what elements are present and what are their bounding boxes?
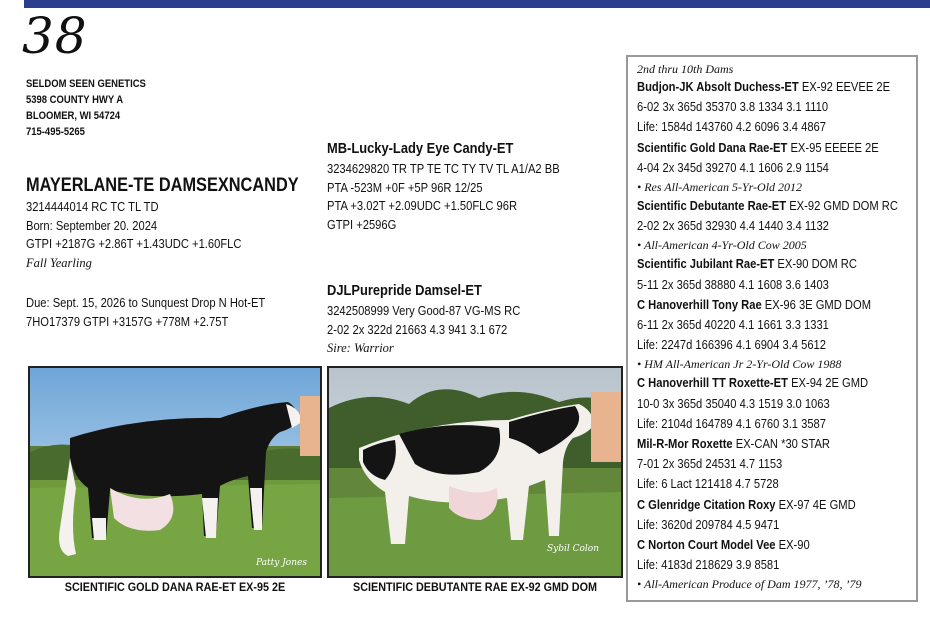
pedigree-dam-classification: EX-CAN *30 STAR [732, 436, 830, 452]
cow-photo-1-image [30, 368, 320, 576]
pedigree-dam-name [637, 196, 898, 216]
pedigree-dam-name [637, 77, 898, 97]
pedigree-record-line: Life: 2104d 164789 4.1 6760 3.1 3587 [637, 415, 826, 431]
photo-1-caption: SCIENTIFIC GOLD DANA RAE-ET EX-95 2E [64, 580, 286, 594]
sire-line: GTPI +2596G [327, 216, 397, 232]
dam-sire-note: Sire: Warrior [327, 341, 394, 355]
consignor-name: SELDOM SEEN GENETICS [26, 78, 146, 90]
pedigree-record-line: Life: 6 Lact 121418 4.7 5728 [637, 476, 779, 492]
top-color-bar [24, 0, 930, 8]
pedigree-dam-name [637, 295, 898, 315]
dam-block [327, 280, 552, 357]
dam-line: 3242508999 Very Good-87 VG-MS RC [327, 303, 521, 318]
pedigree-dam-name [637, 138, 898, 158]
pedigree-dam-name-text: Budjon-JK Absolt Duchess-ET [637, 79, 799, 94]
sire-block [327, 138, 598, 234]
pedigree-dam-classification: EX-94 2E GMD [787, 375, 869, 391]
photo-2-caption: SCIENTIFIC DEBUTANTE RAE EX-92 GMD DOM [352, 580, 598, 594]
pedigree-award-note: • All-American 4-Yr-Old Cow 2005 [637, 238, 807, 253]
pedigree-dam-name [637, 373, 898, 393]
pedigree-dam-name-text: Scientific Jubilant Rae-ET [637, 256, 775, 272]
consignor-address: 5398 COUNTY HWY A [26, 94, 124, 106]
pedigree-dam-name [637, 535, 898, 555]
pedigree-record-line: Life: 4183d 218629 3.9 8581 [637, 557, 780, 573]
pedigree-content [637, 61, 930, 593]
consignor-phone: 715-495-5265 [26, 126, 85, 138]
pedigree-dam-classification: EX-96 3E GMD DOM [761, 296, 872, 312]
pedigree-dam-name-text: Scientific Debutante Rae-ET [637, 198, 787, 214]
pedigree-dam-classification: EX-90 [775, 537, 810, 553]
pedigree-record-line: Life: 2247d 166396 4.1 6904 3.4 5612 [637, 337, 826, 353]
pedigree-record-line: 4-04 2x 345d 39270 4.1 1606 2.9 1154 [637, 159, 829, 175]
consignor-city: BLOOMER, WI 54724 [26, 110, 121, 122]
animal-born: Born: September 20. 2024 [26, 217, 158, 233]
pedigree-record-line: 10-0 3x 365d 35040 4.3 1519 3.0 1063 [637, 395, 830, 411]
pedigree-dam-classification: EX-95 EEEEE 2E [787, 139, 879, 155]
pedigree-award-note: • HM All-American Jr 2-Yr-Old Cow 1988 [637, 357, 842, 372]
pedigree-dam-classification: EX-92 EEVEE 2E [798, 79, 891, 94]
dam-name: DJLPurepride Damsel-ET [327, 282, 482, 299]
pedigree-dam-name-text: C Hanoverhill Tony Rae [637, 296, 762, 312]
sire-line: PTA -523M +0F +5P 96R 12/25 [327, 179, 483, 195]
sire-line: PTA +3.02T +2.09UDC +1.50FLC 96R [327, 198, 518, 213]
sire-name: MB-Lucky-Lady Eye Candy-ET [327, 140, 514, 157]
sire-line: 3234629820 TR TP TE TC TY TV TL A1/A2 BB [327, 161, 560, 176]
due-block [26, 294, 304, 331]
pedigree-record-line: 6-11 2x 365d 40220 4.1 1661 3.3 1331 [637, 317, 829, 333]
pedigree-record-line: Life: 1584d 143760 4.2 6096 3.4 4867 [637, 119, 826, 135]
due-line-2: 7HO17379 GTPI +3157G +778M +2.75T [26, 313, 229, 329]
cow-photo-2 [327, 366, 623, 578]
pedigree-record-line: 2-02 2x 365d 32930 4.4 1440 3.4 1132 [637, 218, 829, 234]
pedigree-dam-classification: EX-97 4E GMD [775, 496, 856, 512]
pedigree-record-line: 6-02 3x 365d 35370 3.8 1334 3.1 1110 [637, 99, 829, 115]
animal-gtpi: GTPI +2187G +2.86T +1.43UDC +1.60FLC [26, 236, 242, 251]
due-line-1: Due: Sept. 15, 2026 to Sunquest Drop N Hot-ET [26, 295, 266, 310]
animal-name: MAYERLANE-TE DAMSEXNCANDY [26, 175, 299, 196]
lot-number: 38 [22, 7, 88, 65]
pedigree-heading: 2nd thru 10th Dams [637, 62, 734, 76]
pedigree-dam-name [637, 254, 898, 274]
pedigree-dam-classification: EX-90 DOM RC [774, 256, 857, 272]
animal-id: 3214444014 RC TC TL TD [26, 199, 159, 214]
pedigree-record-line: 5-11 2x 365d 38880 4.1 1608 3.6 1403 [637, 276, 829, 292]
animal-class: Fall Yearling [26, 255, 92, 270]
pedigree-dam-name [637, 434, 898, 454]
pedigree-dam-name-text: C Norton Court Model Vee [637, 537, 776, 553]
photo-1-signature: Patty Jones [256, 558, 307, 568]
pedigree-record-line: Life: 3620d 209784 4.5 9471 [637, 516, 780, 532]
pedigree-dam-name [637, 495, 898, 515]
pedigree-award-note: • Res All-American 5-Yr-Old 2012 [637, 180, 803, 195]
pedigree-record-line: 7-01 2x 365d 24531 4.7 1153 [637, 456, 783, 472]
pedigree-rows [637, 77, 930, 593]
pedigree-box [626, 55, 918, 602]
pedigree-dam-name-text: Mil-R-Mor Roxette [637, 436, 733, 452]
cow-photo-1 [28, 366, 322, 578]
pedigree-award-note: • All-American Produce of Dam 1977, ’78, ’79 [637, 577, 862, 592]
pedigree-dam-name-text: C Glenridge Citation Roxy [637, 496, 776, 512]
consignor-block [26, 76, 165, 140]
photo-2-signature: Sybil Colon [547, 544, 600, 554]
pedigree-dam-name-text: C Hanoverhill TT Roxette-ET [637, 375, 788, 391]
pedigree-dam-name-text: Scientific Gold Dana Rae-ET [637, 139, 788, 155]
animal-block [26, 174, 343, 272]
pedigree-dam-classification: EX-92 GMD DOM RC [786, 198, 898, 214]
dam-line: 2-02 2x 322d 21663 4.3 941 3.1 672 [327, 321, 508, 337]
